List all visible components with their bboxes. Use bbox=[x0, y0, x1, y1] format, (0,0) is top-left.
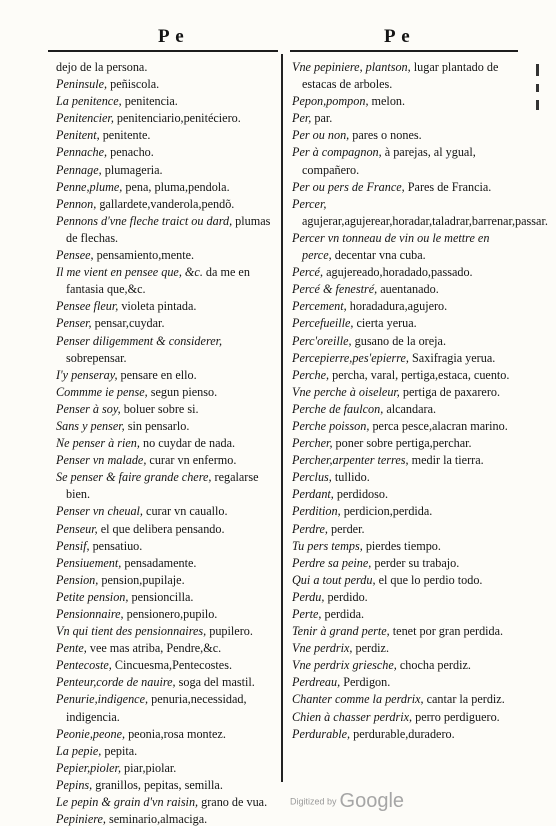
entry-headword: Percher, bbox=[292, 436, 333, 451]
entry-definition: Cincuesma,Pentecostes. bbox=[114, 658, 232, 673]
entry-definition: sin pensarlo. bbox=[127, 418, 190, 433]
entry-definition: penitenciario,penitéciero. bbox=[116, 111, 241, 126]
entry-headword: Commme ie pense, bbox=[56, 384, 148, 399]
entry-headword: Vn qui tient des pensionnaires, bbox=[56, 624, 207, 639]
entry-definition: curar vn cauallo. bbox=[146, 504, 228, 519]
entry-definition: lugar plantado de estacas de arboles. bbox=[302, 60, 499, 92]
entry-headword: Penseur, bbox=[56, 521, 98, 536]
dictionary-entry bbox=[292, 555, 520, 572]
dictionary-entry bbox=[292, 452, 520, 469]
entry-definition: tenet por gran perdida. bbox=[392, 624, 504, 639]
dictionary-entry bbox=[56, 264, 278, 298]
entry-headword: Percepierre,pes'epierre, bbox=[292, 350, 409, 365]
entry-definition: alcandara. bbox=[386, 401, 437, 416]
dictionary-entry bbox=[56, 777, 278, 794]
entry-headword: Perche de faulcon, bbox=[292, 401, 384, 416]
entry-headword: Pennache, bbox=[56, 145, 108, 160]
header-right: P e bbox=[384, 26, 411, 47]
entry-headword: Penser diligemment & considerer, bbox=[56, 333, 223, 348]
dictionary-entry bbox=[292, 691, 520, 708]
entry-definition: regalarse bien. bbox=[66, 470, 259, 502]
dictionary-entry bbox=[56, 726, 278, 743]
dictionary-entry bbox=[292, 127, 520, 144]
entry-headword: Penne,plume, bbox=[56, 179, 123, 194]
entry-headword: Penteur,corde de nauire, bbox=[56, 675, 176, 690]
entry-headword: Tu pers temps, bbox=[292, 538, 363, 553]
entry-headword: Per, bbox=[292, 111, 312, 126]
entry-headword: Percé & fenestré, bbox=[292, 282, 378, 297]
dictionary-entry bbox=[292, 503, 520, 520]
dictionary-entry bbox=[292, 469, 520, 486]
entry-headword: La pepie, bbox=[56, 743, 102, 758]
dictionary-entry bbox=[292, 674, 520, 691]
dictionary-entry bbox=[292, 264, 520, 281]
dictionary-entry bbox=[292, 418, 520, 435]
entry-definition: percha, varal, pertiga,estaca, cuento. bbox=[332, 367, 510, 382]
dictionary-entry bbox=[292, 59, 520, 93]
entry-definition: cierta yerua. bbox=[356, 316, 417, 331]
dictionary-entry bbox=[56, 589, 278, 606]
entry-headword: Perche, bbox=[292, 367, 330, 382]
entry-headword: Perdreau, bbox=[292, 675, 341, 690]
dictionary-entry bbox=[56, 179, 278, 196]
entry-headword: Il me vient en pensee que, &c. bbox=[56, 265, 203, 280]
entry-headword: Perdre, bbox=[292, 521, 328, 536]
entry-headword: Le pepin & grain d'vn raisin, bbox=[56, 795, 199, 810]
entry-headword: Penser à soy, bbox=[56, 401, 121, 416]
entry-definition: vee mas atriba, Pendre,&c. bbox=[89, 641, 222, 656]
dictionary-entry bbox=[292, 281, 520, 298]
entry-headword: La penitence, bbox=[56, 94, 122, 109]
dictionary-entry bbox=[56, 93, 278, 110]
entry-definition: Pares de Francia. bbox=[407, 179, 492, 194]
entry-headword: Pensif, bbox=[56, 538, 90, 553]
entry-definition: curar vn enfermo. bbox=[149, 453, 237, 468]
entry-definition: pensioncilla. bbox=[131, 589, 194, 604]
dictionary-entry bbox=[292, 486, 520, 503]
entry-definition: violeta pintada. bbox=[121, 299, 197, 314]
dictionary-entry bbox=[56, 555, 278, 572]
entry-definition: no cuydar de nada. bbox=[143, 436, 236, 451]
entry-definition: Perdigon. bbox=[343, 675, 391, 690]
entry-headword: Per ou pers de France, bbox=[292, 179, 405, 194]
entry-definition: penuria,necessidad, indigencia. bbox=[66, 692, 247, 724]
entry-headword: Vne pepiniere, plantson, bbox=[292, 60, 411, 74]
entry-headword: Perte, bbox=[292, 607, 322, 621]
entry-definition: perder su trabajo. bbox=[374, 555, 460, 570]
entry-definition: seminario,almaciga. bbox=[109, 812, 208, 827]
dictionary-entry bbox=[292, 572, 520, 589]
entry-definition: chocha perdiz. bbox=[399, 658, 471, 673]
entry-headword: Percé, bbox=[292, 265, 324, 280]
dictionary-entry bbox=[292, 93, 520, 110]
header-left: P e bbox=[158, 26, 185, 47]
entry-definition: perro perdiguero. bbox=[415, 709, 500, 724]
entry-headword: Vne perche à oiseleur, bbox=[292, 384, 400, 399]
entry-definition: soga del mastil. bbox=[178, 675, 255, 690]
entry-definition: el que lo perdio todo. bbox=[378, 572, 483, 587]
dictionary-entry bbox=[292, 230, 520, 264]
entry-headword: Petite pension, bbox=[56, 589, 129, 604]
entry-definition: par. bbox=[314, 111, 333, 126]
dictionary-entry bbox=[292, 367, 520, 384]
entry-headword: Sans y penser, bbox=[56, 418, 125, 433]
entry-definition: cantar la perdiz. bbox=[426, 692, 505, 707]
entry-definition: perdurable,duradero. bbox=[353, 726, 455, 741]
dictionary-entry bbox=[56, 162, 278, 179]
dictionary-entry bbox=[56, 384, 278, 401]
entry-headword: Qui a tout perdu, bbox=[292, 572, 376, 587]
dictionary-entry bbox=[56, 572, 278, 589]
entry-definition: da me en fantasia que,&c. bbox=[66, 265, 250, 297]
entry-headword: Perdant, bbox=[292, 487, 334, 502]
entry-definition: perdicion,perdida. bbox=[343, 504, 433, 519]
page-header bbox=[0, 26, 556, 50]
entry-definition: pares o nones. bbox=[352, 128, 422, 143]
entry-headword: Percement, bbox=[292, 299, 347, 314]
dictionary-entry bbox=[56, 213, 278, 247]
dictionary-entry bbox=[56, 315, 278, 332]
entry-headword: Per à compagnon, bbox=[292, 145, 382, 160]
dictionary-entry bbox=[292, 298, 520, 315]
entry-definition: medir la tierra. bbox=[411, 453, 484, 468]
entry-headword: Penitencier, bbox=[56, 111, 114, 126]
entry-headword: Perdurable, bbox=[292, 726, 351, 741]
entry-definition: pensamiento,mente. bbox=[96, 248, 195, 263]
dictionary-entry bbox=[56, 144, 278, 161]
dictionary-entry bbox=[292, 196, 548, 230]
entry-definition: poner sobre pertiga,perchar. bbox=[335, 436, 472, 451]
entry-headword: Pente, bbox=[56, 641, 87, 656]
entry-definition: decentar vna cuba. bbox=[334, 248, 426, 263]
entry-definition: pupilero. bbox=[209, 624, 253, 639]
dictionary-entry bbox=[56, 367, 278, 384]
entry-definition: piar,piolar. bbox=[124, 760, 177, 775]
entry-headword: Perclus, bbox=[292, 470, 332, 485]
entry-headword: Pensionnaire, bbox=[56, 607, 124, 621]
dictionary-entry bbox=[56, 435, 278, 452]
entry-definition: boluer sobre si. bbox=[123, 401, 199, 416]
dictionary-entry bbox=[292, 350, 520, 367]
dictionary-entry bbox=[56, 538, 278, 555]
entry-headword: Peninsule, bbox=[56, 77, 108, 92]
entry-definition: pension,pupilaje. bbox=[101, 572, 185, 587]
entry-definition: melon. bbox=[371, 94, 406, 109]
entry-headword: Percer, bbox=[292, 196, 327, 211]
entry-headword: I'y penseray, bbox=[56, 367, 118, 382]
entry-headword: Pepins, bbox=[56, 777, 93, 792]
entry-definition: pensatiuo. bbox=[92, 538, 143, 553]
entry-headword: Pentecoste, bbox=[56, 658, 112, 673]
entry-headword: Perdition, bbox=[292, 504, 341, 519]
entry-definition: plumas de flechas. bbox=[66, 213, 271, 245]
entry-definition: penitente. bbox=[102, 128, 151, 143]
entry-definition: plumageria. bbox=[104, 162, 163, 177]
dictionary-entry bbox=[56, 247, 278, 264]
dictionary-entry bbox=[56, 76, 278, 93]
dictionary-entry bbox=[292, 315, 520, 332]
dictionary-entry bbox=[56, 196, 278, 213]
entry-definition: perdidoso. bbox=[336, 487, 389, 502]
entry-headword: Pension, bbox=[56, 572, 99, 587]
entry-definition: perdida. bbox=[324, 607, 365, 621]
entry-headword: Pennage, bbox=[56, 162, 102, 177]
dictionary-entry bbox=[56, 401, 278, 418]
entry-headword: Penser vn cheual, bbox=[56, 504, 143, 519]
dictionary-entry bbox=[56, 657, 278, 674]
entry-definition: pensar,cuydar. bbox=[94, 316, 165, 331]
entry-headword: Tenir à grand perte, bbox=[292, 624, 390, 639]
digitized-footer bbox=[290, 790, 430, 814]
dictionary-entry bbox=[56, 110, 278, 127]
entry-definition: pensionero,pupilo. bbox=[126, 607, 218, 621]
entry-definition: perdido. bbox=[327, 589, 368, 604]
dictionary-entry bbox=[56, 59, 278, 76]
entry-definition: pena, pluma,pendola. bbox=[125, 179, 230, 194]
entry-definition: gallardete,vanderola,pendõ. bbox=[99, 196, 235, 211]
google-logo: Google bbox=[339, 790, 405, 812]
entry-headword: Se penser & faire grande chere, bbox=[56, 470, 212, 485]
dictionary-entry bbox=[292, 384, 520, 401]
entry-definition: pertiga de paxarero. bbox=[402, 384, 501, 399]
dictionary-entry bbox=[56, 743, 278, 760]
entry-definition: peonia,rosa montez. bbox=[128, 726, 226, 741]
column-divider bbox=[281, 54, 283, 782]
entry-headword: Per ou non, bbox=[292, 128, 350, 143]
entry-headword: Pepier,pioler, bbox=[56, 760, 121, 775]
entry-definition: agujerar,agujerear,horadar,taladrar,barrenar,passar. bbox=[302, 213, 548, 228]
entry-headword: Percer vn tonneau de vin ou le mettre en perce, bbox=[292, 230, 490, 263]
entry-definition: pensare en ello. bbox=[120, 367, 197, 382]
entry-definition: penacho. bbox=[110, 145, 154, 160]
dictionary-entry bbox=[292, 726, 520, 743]
right-column bbox=[292, 59, 548, 743]
dictionary-entry bbox=[292, 623, 520, 640]
entry-headword: Percefueille, bbox=[292, 316, 354, 331]
entry-definition: horadadura,agujero. bbox=[349, 299, 448, 314]
dictionary-entry bbox=[56, 640, 278, 657]
dictionary-entry bbox=[56, 503, 278, 520]
entry-headword: Pensee fleur, bbox=[56, 299, 119, 314]
entry-headword: Perdre sa peine, bbox=[292, 555, 372, 570]
entry-headword: Penser, bbox=[56, 316, 92, 331]
header-rule-left bbox=[48, 50, 278, 52]
dictionary-entry bbox=[292, 401, 520, 418]
entry-headword: Pensiuement, bbox=[56, 555, 122, 570]
entry-headword: Penurie,indigence, bbox=[56, 692, 149, 707]
dictionary-entry bbox=[292, 640, 520, 657]
dictionary-entry bbox=[292, 538, 520, 555]
entry-definition: segun pienso. bbox=[150, 384, 218, 399]
dictionary-entry bbox=[56, 674, 278, 691]
dictionary-entry bbox=[56, 521, 278, 538]
entry-headword: Peonie,peone, bbox=[56, 726, 126, 741]
dictionary-entry bbox=[56, 127, 278, 144]
dictionary-entry bbox=[56, 418, 278, 435]
entry-definition: perdiz. bbox=[355, 641, 390, 656]
entry-headword: Vne perdrix griesche, bbox=[292, 658, 397, 673]
dictionary-entry bbox=[292, 333, 520, 350]
entry-headword: Percher,arpenter terres, bbox=[292, 453, 409, 468]
entry-headword: Pepiniere, bbox=[56, 812, 106, 827]
dictionary-entry bbox=[292, 144, 520, 178]
entry-headword: Pensee, bbox=[56, 248, 94, 263]
entry-headword: Penitent, bbox=[56, 128, 100, 143]
entry-definition: el que delibera pensando. bbox=[100, 521, 225, 536]
entry-headword: Perc'oreille, bbox=[292, 333, 352, 348]
digitized-label: Digitized by bbox=[290, 796, 337, 807]
dictionary-entry bbox=[56, 298, 278, 315]
entry-headword: Perche poisson, bbox=[292, 418, 370, 433]
entry-headword: Ne penser à rien, bbox=[56, 436, 140, 451]
entry-headword: Vne perdrix, bbox=[292, 641, 353, 656]
dictionary-entry bbox=[56, 469, 278, 503]
dictionary-entry bbox=[292, 435, 520, 452]
entry-definition: agujereado,horadado,passado. bbox=[326, 265, 473, 280]
dictionary-entry bbox=[292, 657, 520, 674]
entry-definition: peñiscola. bbox=[110, 77, 160, 92]
entry-definition: pierdes tiempo. bbox=[365, 538, 441, 553]
header-rule-right bbox=[290, 50, 518, 52]
dictionary-entry bbox=[56, 333, 278, 367]
entry-headword: Pennon, bbox=[56, 196, 97, 211]
dictionary-entry bbox=[56, 794, 278, 811]
dictionary-entry bbox=[292, 589, 520, 606]
entry-definition: granillos, pepitas, semilla. bbox=[95, 777, 223, 792]
entry-definition: dejo de la persona. bbox=[56, 60, 148, 74]
entry-definition: perder. bbox=[331, 521, 365, 536]
entry-definition: perca pesce,alacran marino. bbox=[372, 418, 508, 433]
edge-marks bbox=[536, 60, 544, 140]
entry-definition: tullido. bbox=[334, 470, 370, 485]
entry-headword: Pepon,pompon, bbox=[292, 94, 369, 109]
entry-headword: Chien à chasser perdrix, bbox=[292, 709, 413, 724]
entry-definition: pepita. bbox=[104, 743, 138, 758]
left-column bbox=[56, 59, 278, 828]
dictionary-entry bbox=[56, 760, 278, 777]
dictionary-entry bbox=[56, 452, 278, 469]
entry-definition: penitencia. bbox=[124, 94, 178, 109]
entry-headword: Penser vn malade, bbox=[56, 453, 147, 468]
dictionary-entry bbox=[56, 811, 278, 828]
dictionary-entry bbox=[292, 110, 520, 127]
dictionary-entry bbox=[292, 179, 520, 196]
entry-headword: Chanter comme la perdrix, bbox=[292, 692, 424, 707]
dictionary-entry bbox=[56, 606, 278, 623]
entry-definition: auentanado. bbox=[380, 282, 439, 297]
entry-headword: Perdu, bbox=[292, 589, 325, 604]
dictionary-entry bbox=[56, 691, 278, 725]
entry-definition: Saxifragia yerua. bbox=[412, 350, 496, 365]
entry-definition: gusano de la oreja. bbox=[354, 333, 446, 348]
entry-headword: Pennons d'vne fleche traict ou dard, bbox=[56, 213, 233, 228]
dictionary-entry bbox=[56, 623, 278, 640]
dictionary-entry bbox=[292, 709, 520, 726]
dictionary-entry bbox=[292, 606, 520, 623]
entry-definition: pensadamente. bbox=[124, 555, 197, 570]
entry-definition: sobrepensar. bbox=[66, 350, 127, 365]
entry-definition: à parejas, al ygual, compañero. bbox=[302, 145, 476, 177]
entry-definition: grano de vua. bbox=[201, 795, 268, 810]
dictionary-entry bbox=[292, 521, 520, 538]
